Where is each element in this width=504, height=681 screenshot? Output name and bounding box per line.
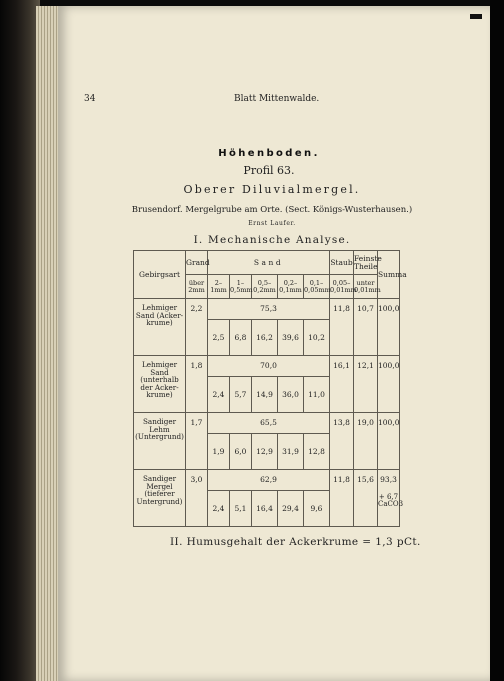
feinste-value: 15,6 bbox=[354, 470, 378, 527]
location-line: Brusendorf. Mergelgrube am Orte. (Sect. Königs-Wusterhausen.) bbox=[131, 205, 413, 215]
feinste-value: 10,7 bbox=[354, 299, 378, 356]
soil-type: Sandiger Lehm (Untergrund) bbox=[134, 413, 186, 470]
sand-value: 5,1 bbox=[230, 491, 252, 527]
feinste-size: unter 0,01mm bbox=[354, 275, 378, 299]
sand-value: 2,5 bbox=[208, 320, 230, 356]
sand-total: 75,3 bbox=[208, 299, 330, 320]
grand-value: 1,7 bbox=[186, 413, 208, 470]
sand-value: 36,0 bbox=[278, 377, 304, 413]
analyst-name: Ernst Laufer. bbox=[248, 220, 296, 227]
sand-value: 5,7 bbox=[230, 377, 252, 413]
summa-total: 100,0 bbox=[378, 304, 400, 313]
summa-value bbox=[378, 413, 400, 470]
sand-value: 2,4 bbox=[208, 491, 230, 527]
summa-value bbox=[378, 356, 400, 413]
summa-value bbox=[378, 299, 400, 356]
soil-type: Lehmiger Sand (Acker-krume) bbox=[134, 299, 186, 356]
soil-type: Lehmiger Sand (unterhalb der Acker-krume) bbox=[134, 356, 186, 413]
sand-value: 1,9 bbox=[208, 434, 230, 470]
sand-total: 70,0 bbox=[208, 356, 330, 377]
sand-size-3: 0,5– 0,2mm bbox=[252, 275, 278, 299]
page-corner-mark bbox=[470, 14, 482, 19]
sand-value: 14,9 bbox=[252, 377, 278, 413]
staub-value: 11,8 bbox=[330, 470, 354, 527]
table-row bbox=[134, 299, 400, 320]
sand-value: 11,0 bbox=[304, 377, 330, 413]
soil-type: Sandiger Mergel (tieferer Untergrund) bbox=[134, 470, 186, 527]
running-head-title: Blatt Mittenwalde. bbox=[234, 94, 320, 104]
page-number: 34 bbox=[84, 94, 96, 104]
sand-value: 29,4 bbox=[278, 491, 304, 527]
header-row-1 bbox=[134, 251, 400, 275]
sand-value: 10,2 bbox=[304, 320, 330, 356]
grand-value: 2,2 bbox=[186, 299, 208, 356]
sand-value: 6,8 bbox=[230, 320, 252, 356]
grand-value: 1,8 bbox=[186, 356, 208, 413]
sand-size-4: 0,2– 0,1mm bbox=[278, 275, 304, 299]
sand-value: 12,8 bbox=[304, 434, 330, 470]
scan-border bbox=[490, 0, 504, 681]
sand-value: 31,9 bbox=[278, 434, 304, 470]
summa-value bbox=[378, 470, 404, 527]
sand-size-2: 1– 0,5mm bbox=[230, 275, 252, 299]
sand-value: 6,0 bbox=[230, 434, 252, 470]
grand-size: über 2mm bbox=[186, 275, 208, 299]
summa-total: 93,3 bbox=[380, 475, 397, 484]
col-sand: Sand bbox=[208, 251, 330, 275]
col-feinste: Feinste Theile bbox=[354, 251, 378, 275]
book-spine bbox=[0, 0, 40, 681]
sand-value: 16,4 bbox=[252, 491, 278, 527]
sand-value: 16,2 bbox=[252, 320, 278, 356]
feinste-value: 12,1 bbox=[354, 356, 378, 413]
section-title: Oberer Diluvialmergel. bbox=[183, 183, 361, 196]
staub-size: 0,05– 0,01mm bbox=[330, 275, 354, 299]
table-row bbox=[134, 356, 400, 377]
humus-line: II. Humusgehalt der Ackerkrume = 1,3 pCt. bbox=[170, 536, 421, 548]
summa-total: 100,0 bbox=[378, 361, 400, 370]
profile-title: Profil 63. bbox=[243, 164, 295, 177]
table-row bbox=[134, 470, 400, 491]
heading: Höhenboden. bbox=[218, 148, 320, 159]
sand-total: 62,9 bbox=[208, 470, 330, 491]
staub-value: 11,8 bbox=[330, 299, 354, 356]
col-summa: Summa bbox=[378, 251, 400, 299]
sand-value: 39,6 bbox=[278, 320, 304, 356]
col-gebirgsart: Gebirgsart bbox=[134, 251, 186, 299]
sand-size-1: 2– 1mm bbox=[208, 275, 230, 299]
grand-value: 3,0 bbox=[186, 470, 208, 527]
sand-value: 9,6 bbox=[304, 491, 330, 527]
staub-value: 16,1 bbox=[330, 356, 354, 413]
summa-total: 100,0 bbox=[378, 418, 400, 427]
feinste-value: 19,0 bbox=[354, 413, 378, 470]
table-row bbox=[134, 413, 400, 434]
sand-value: 12,9 bbox=[252, 434, 278, 470]
summa-note: + 6,7 CaCO3 bbox=[378, 492, 404, 509]
mechanical-analysis-table bbox=[133, 250, 407, 527]
col-staub: Staub bbox=[330, 251, 354, 275]
analysis-title: I. Mechanische Analyse. bbox=[193, 234, 351, 246]
staub-value: 13,8 bbox=[330, 413, 354, 470]
sand-value: 2,4 bbox=[208, 377, 230, 413]
col-grand: Grand bbox=[186, 251, 208, 275]
sand-total: 65,5 bbox=[208, 413, 330, 434]
sand-size-5: 0,1– 0,05mm bbox=[304, 275, 330, 299]
